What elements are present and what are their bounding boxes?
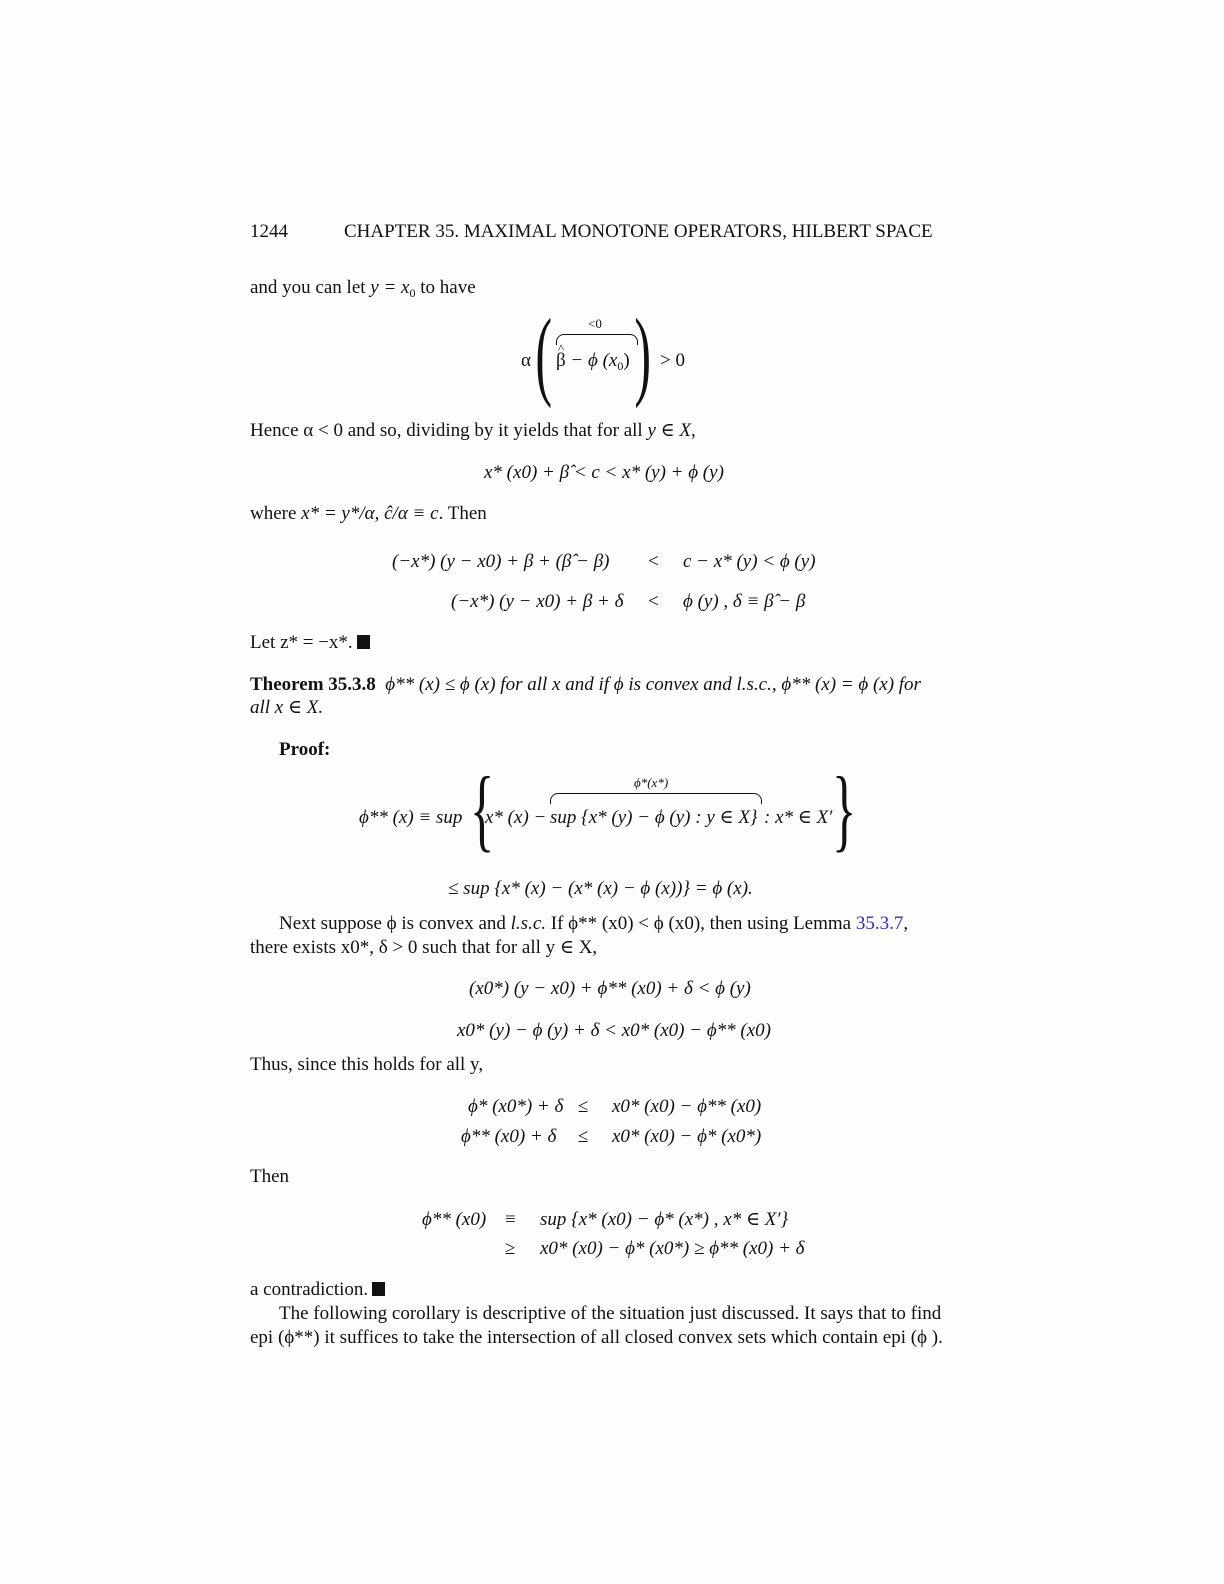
paragraph-thus: Thus, since this holds for all y, [250, 1054, 484, 1075]
paragraph-there-exists: there exists x0*, δ > 0 such that for all y ∈ X, [250, 937, 598, 958]
paragraph-let: Let z* = −x*. [250, 633, 370, 652]
paragraph-corollary-intro: The following corollary is descriptive of the situation just discussed. It says that to find [279, 1303, 942, 1324]
theorem-35-3-8: Theorem 35.3.8 ϕ** (x) ≤ ϕ (x) for all x and if ϕ is convex and l.s.c., ϕ** (x) = ϕ (x) for [250, 674, 921, 695]
equation-inequality: x* (x0) + β̂ < c < x* (y) + ϕ (y) [484, 462, 724, 483]
paragraph-contradiction: a contradiction. [250, 1280, 385, 1299]
paragraph-where: where x* = y*/α, ĉ/α ≡ c. Then [250, 503, 487, 524]
equation-6: (x0*) (y − x0) + ϕ** (x0) + δ < ϕ (y) [469, 978, 751, 999]
paragraph-corollary-intro-cont: epi (ϕ**) it suffices to take the intersection of all closed convex sets which contain epi (ϕ ). [250, 1327, 943, 1348]
running-title: CHAPTER 35. MAXIMAL MONOTONE OPERATORS, HILBERT SPACE [344, 221, 933, 242]
theorem-continuation: all x ∈ X. [250, 697, 324, 718]
qed-icon [357, 635, 370, 649]
lemma-link[interactable]: 35.3.7 [855, 913, 904, 934]
page-number: 1244 [250, 221, 288, 242]
paragraph-hence: Hence α < 0 and so, dividing by it yields that for all y ∈ X, [250, 420, 696, 441]
paragraph-intro: and you can let $y = x_0$ to have [250, 277, 476, 300]
paragraph-next-suppose: Next suppose ϕ is convex and l.s.c. If ϕ** (x0) < ϕ (x0), then using Lemma 35.3.7, [279, 913, 909, 934]
qed-icon [372, 1282, 385, 1296]
proof-label: Proof: [279, 739, 331, 760]
equation-sup-bound: ≤ sup {x* (x) − (x* (x) − ϕ (x))} = ϕ (x). [448, 878, 753, 899]
equation-7: x0* (y) − ϕ (y) + δ < x0* (x0) − ϕ** (x0) [457, 1020, 772, 1041]
paragraph-then: Then [250, 1166, 290, 1187]
